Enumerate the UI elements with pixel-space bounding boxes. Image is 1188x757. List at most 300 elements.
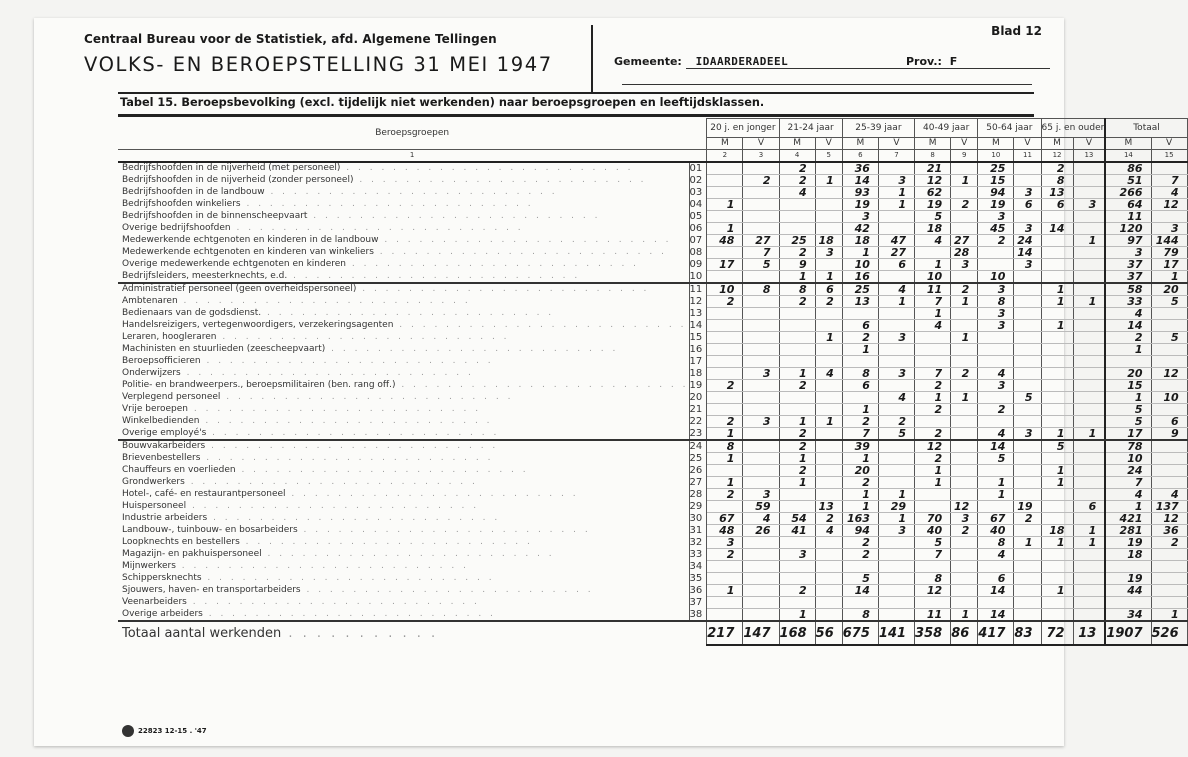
sex-header: M xyxy=(779,138,815,150)
cell-value xyxy=(842,597,878,609)
cell-value xyxy=(1105,356,1151,368)
cell-value xyxy=(1014,609,1041,622)
cell-value xyxy=(1041,344,1073,356)
cell-value: 13 xyxy=(842,296,878,308)
cell-value: 1 xyxy=(915,392,951,404)
occupation-code: 20 xyxy=(689,392,707,404)
occupation-code: 05 xyxy=(689,211,707,223)
cell-value: 79 xyxy=(1151,247,1187,259)
cell-value xyxy=(1151,404,1187,416)
cell-value xyxy=(707,247,743,259)
cell-value xyxy=(878,477,914,489)
occupation-label xyxy=(118,465,689,477)
cell-value: 1 xyxy=(1041,465,1073,477)
cell-value xyxy=(779,537,815,549)
cell-value xyxy=(815,549,842,561)
cell-value xyxy=(951,187,978,199)
cell-value xyxy=(1151,465,1187,477)
occupation-code: 02 xyxy=(689,175,707,187)
province-field xyxy=(906,55,1050,69)
occupation-name: Hotel-, café- en restaurantpersoneel xyxy=(122,489,286,499)
cell-value: 1 xyxy=(951,392,978,404)
cell-value: 137 xyxy=(1151,501,1187,513)
cell-value: 8 xyxy=(707,440,743,453)
cell-value xyxy=(815,259,842,271)
cell-value: 4 xyxy=(915,320,951,332)
cell-value: 3 xyxy=(707,537,743,549)
occupation-name: Overige arbeiders xyxy=(122,608,203,619)
column-number: 6 xyxy=(842,150,878,163)
cell-value: 25 xyxy=(842,283,878,296)
cell-value: 2 xyxy=(842,537,878,549)
cell-value xyxy=(1073,573,1105,585)
cell-value xyxy=(1041,404,1073,416)
occupation-name: Huispersoneel xyxy=(122,501,187,511)
total-value: 1907 xyxy=(1105,621,1151,645)
column-number: 15 xyxy=(1151,150,1187,163)
cell-value: 3 xyxy=(1073,199,1105,211)
occupation-code: 38 xyxy=(689,609,707,622)
cell-value: 5 xyxy=(1105,404,1151,416)
table-row xyxy=(118,440,1187,453)
cell-value: 6 xyxy=(978,573,1014,585)
cell-value: 266 xyxy=(1105,187,1151,199)
cell-value xyxy=(1014,283,1041,296)
occupation-code: 27 xyxy=(689,477,707,489)
cell-value: 1 xyxy=(779,416,815,428)
cell-value xyxy=(1014,525,1041,537)
leader-dots: . . . . . . . . . . . . . . . . . . . . . . . . . xyxy=(202,608,496,619)
cell-value: 2 xyxy=(915,428,951,441)
cell-value xyxy=(707,308,743,320)
cell-value xyxy=(878,440,914,453)
cell-value: 14 xyxy=(842,175,878,187)
cell-value xyxy=(915,344,951,356)
cell-value: 5 xyxy=(1014,392,1041,404)
cell-value: 25 xyxy=(779,235,815,247)
cell-value: 3 xyxy=(815,247,842,259)
occupation-label xyxy=(118,477,689,489)
leader-dots: . . . . . . . . . . . . . . . . . . . . . . . . . xyxy=(235,465,529,475)
cell-value xyxy=(1041,501,1073,513)
cell-value: 3 xyxy=(951,513,978,525)
cell-value: 94 xyxy=(842,525,878,537)
cell-value xyxy=(1151,549,1187,561)
cell-value xyxy=(743,320,779,332)
cell-value: 2 xyxy=(815,296,842,308)
cell-value: 1 xyxy=(878,489,914,501)
leader-dots: . . . . . . . . . . . . . . . . . . . . . . . . . xyxy=(261,308,555,318)
cell-value xyxy=(1014,489,1041,501)
occupation-name: Grondwerkers xyxy=(122,477,185,487)
cell-value xyxy=(951,320,978,332)
occupation-label xyxy=(118,392,689,404)
header-row-age xyxy=(118,119,1187,138)
cell-value: 6 xyxy=(1041,199,1073,211)
total-value: 56 xyxy=(815,621,842,645)
cell-value xyxy=(878,162,914,175)
cell-value: 1 xyxy=(815,416,842,428)
column-number: 8 xyxy=(915,150,951,163)
cell-value xyxy=(1073,247,1105,259)
occupation-code: 11 xyxy=(689,283,707,296)
cell-value xyxy=(1073,175,1105,187)
occupation-code: 22 xyxy=(689,416,707,428)
cell-value xyxy=(779,404,815,416)
cell-value: 18 xyxy=(1041,525,1073,537)
cell-value: 1 xyxy=(1073,537,1105,549)
cell-value: 5 xyxy=(1151,332,1187,344)
sex-header: V xyxy=(1151,138,1187,150)
occupation-label xyxy=(118,283,689,296)
cell-value: 4 xyxy=(978,428,1014,441)
table-row xyxy=(118,465,1187,477)
cell-value xyxy=(707,404,743,416)
cell-value: 36 xyxy=(842,162,878,175)
cell-value: 13 xyxy=(815,501,842,513)
occupation-label xyxy=(118,585,689,597)
cell-value xyxy=(743,199,779,211)
cell-value xyxy=(1073,404,1105,416)
cell-value: 64 xyxy=(1105,199,1151,211)
table-row xyxy=(118,392,1187,404)
cell-value: 1 xyxy=(1073,296,1105,308)
occupation-name: Industrie arbeiders xyxy=(122,513,208,523)
cell-value: 1 xyxy=(707,585,743,597)
total-value: 86 xyxy=(951,621,978,645)
cell-value xyxy=(707,561,743,573)
cell-value: 2 xyxy=(915,380,951,392)
cell-value xyxy=(1014,344,1041,356)
cbs-seal-icon xyxy=(122,725,134,737)
cell-value: 8 xyxy=(743,283,779,296)
cell-value: 14 xyxy=(1014,247,1041,259)
cell-value xyxy=(707,609,743,622)
cell-value xyxy=(1151,356,1187,368)
cell-value: 6 xyxy=(878,259,914,271)
cell-value: 21 xyxy=(915,162,951,175)
cell-value xyxy=(1014,585,1041,597)
cell-value xyxy=(743,211,779,223)
cell-value: 16 xyxy=(842,271,878,284)
cell-value xyxy=(978,344,1014,356)
cell-value: 3 xyxy=(878,368,914,380)
cell-value: 2 xyxy=(779,380,815,392)
cell-value xyxy=(1073,597,1105,609)
cell-value: 6 xyxy=(815,283,842,296)
occupation-label xyxy=(118,428,689,441)
leader-dots: . . . . . . . . . . . . . . . . . . . . . . . . . xyxy=(177,296,471,306)
province-value: F xyxy=(946,55,1050,69)
cell-value xyxy=(1073,271,1105,284)
table-row xyxy=(118,296,1187,308)
cell-value: 1 xyxy=(707,477,743,489)
table-row xyxy=(118,308,1187,320)
occupation-name: Onderwijzers xyxy=(122,368,181,378)
leader-dots: . . . . . . . . . . . . . . . . . . . . . . . . . xyxy=(206,427,500,438)
cell-value: 2 xyxy=(707,489,743,501)
occupation-name: Bedrijfshoofden winkeliers xyxy=(122,199,241,209)
sex-header: M xyxy=(915,138,951,150)
occupation-code: 29 xyxy=(689,501,707,513)
cell-value: 24 xyxy=(1105,465,1151,477)
cell-value: 2 xyxy=(1041,162,1073,175)
cell-value xyxy=(951,404,978,416)
organization-name: Centraal Bureau voor de Statistiek, afd. Algemene Tellingen xyxy=(84,32,497,46)
table-row xyxy=(118,211,1187,223)
cell-value xyxy=(743,597,779,609)
cell-value xyxy=(1041,489,1073,501)
leader-dots: . . . . . . . . . . . . . . . . . . . . . . . . . xyxy=(297,525,591,535)
occupation-code: 37 xyxy=(689,597,707,609)
cell-value xyxy=(1073,513,1105,525)
cell-value xyxy=(915,416,951,428)
total-label-text: Totaal aantal werkenden xyxy=(122,626,282,641)
cell-value: 5 xyxy=(915,211,951,223)
occupation-label xyxy=(118,453,689,465)
total-value: 13 xyxy=(1073,621,1105,645)
cell-value xyxy=(1014,211,1041,223)
occupation-code: 31 xyxy=(689,525,707,537)
sex-header: V xyxy=(878,138,914,150)
cell-value: 7 xyxy=(1105,477,1151,489)
table-row xyxy=(118,549,1187,561)
occupation-code: 16 xyxy=(689,344,707,356)
cell-value: 25 xyxy=(978,162,1014,175)
cell-value xyxy=(951,453,978,465)
cell-value: 3 xyxy=(1151,223,1187,235)
cell-value: 2 xyxy=(842,549,878,561)
occupation-code: 17 xyxy=(689,356,707,368)
occupation-name: Overige bedrijfshoofden xyxy=(122,223,231,233)
table-row xyxy=(118,235,1187,247)
cell-value: 2 xyxy=(707,296,743,308)
gemeente-second-line xyxy=(622,84,1032,85)
cell-value xyxy=(779,308,815,320)
occupation-label xyxy=(118,549,689,561)
occupation-label xyxy=(118,175,689,187)
occupation-code: 35 xyxy=(689,573,707,585)
cell-value xyxy=(743,404,779,416)
cell-value: 12 xyxy=(915,585,951,597)
occupation-name: Medewerkende echtgenoten en kinderen in de landbouw xyxy=(122,235,379,245)
cell-value xyxy=(1041,513,1073,525)
table-row xyxy=(118,477,1187,489)
cell-value xyxy=(743,392,779,404)
cell-value: 1 xyxy=(1041,537,1073,549)
occupation-code: 18 xyxy=(689,368,707,380)
occupation-label xyxy=(118,537,689,549)
cell-value: 14 xyxy=(842,585,878,597)
occupation-label xyxy=(118,597,689,609)
cell-value xyxy=(779,211,815,223)
cell-value xyxy=(1151,162,1187,175)
cell-value xyxy=(779,501,815,513)
occupation-name: Bedrijfsleiders, meesterknechts, e.d. xyxy=(122,270,288,281)
cell-value xyxy=(1073,489,1105,501)
table-row xyxy=(118,380,1187,392)
cell-value xyxy=(1014,380,1041,392)
cell-value xyxy=(951,162,978,175)
cell-value: 18 xyxy=(815,235,842,247)
sex-header: V xyxy=(1014,138,1041,150)
age-group-header: 50-64 jaar xyxy=(978,119,1041,138)
cell-value: 67 xyxy=(707,513,743,525)
occupation-name: Mijnwerkers xyxy=(122,561,176,571)
cell-value xyxy=(1151,597,1187,609)
occupation-label xyxy=(118,416,689,428)
cell-value: 4 xyxy=(878,283,914,296)
cell-value xyxy=(707,320,743,332)
cell-value: 14 xyxy=(978,585,1014,597)
cell-value xyxy=(878,585,914,597)
total-value: 147 xyxy=(743,621,779,645)
cell-value: 28 xyxy=(951,247,978,259)
age-group-header: 65 j. en ouder xyxy=(1041,119,1105,138)
cell-value xyxy=(743,549,779,561)
cell-value xyxy=(1073,187,1105,199)
leader-dots: . . . . . . . . . . . . . . . . . . . . . . . . . xyxy=(205,441,499,452)
cell-value: 19 xyxy=(1105,537,1151,549)
leader-dots: . . . . . . . . . . . . . . . . . . . . . . . . . xyxy=(300,585,594,595)
header-row-numbers xyxy=(118,150,1187,163)
leader-dots: . . . . . . . . . . . . . . . . . . . . . . . . . xyxy=(184,477,478,487)
cell-value: 4 xyxy=(815,525,842,537)
cell-value: 15 xyxy=(1105,380,1151,392)
table-row xyxy=(118,609,1187,622)
cell-value xyxy=(1073,477,1105,489)
group-header: Beroepsgroepen xyxy=(118,119,707,150)
cell-value: 7 xyxy=(915,549,951,561)
cell-value xyxy=(1073,320,1105,332)
cell-value: 42 xyxy=(842,223,878,235)
cell-value: 10 xyxy=(978,271,1014,284)
leader-dots: . . . . . . . . . . . xyxy=(281,626,439,641)
cell-value: 8 xyxy=(1041,175,1073,187)
cell-value: 70 xyxy=(915,513,951,525)
cell-value xyxy=(1073,549,1105,561)
table-row xyxy=(118,199,1187,211)
cell-value: 3 xyxy=(1014,259,1041,271)
cell-value xyxy=(815,440,842,453)
cell-value xyxy=(815,561,842,573)
cell-value xyxy=(743,187,779,199)
leader-dots: . . . . . . . . . . . . . . . . . . . . . . . . . xyxy=(340,163,634,174)
cell-value xyxy=(1151,380,1187,392)
cell-value: 14 xyxy=(978,440,1014,453)
cell-value xyxy=(951,561,978,573)
cell-value xyxy=(1014,162,1041,175)
cell-value: 421 xyxy=(1105,513,1151,525)
occupation-code: 28 xyxy=(689,489,707,501)
sex-header: M xyxy=(1105,138,1151,150)
sex-header: V xyxy=(743,138,779,150)
cell-value: 2 xyxy=(707,380,743,392)
cell-value xyxy=(743,537,779,549)
cell-value: 3 xyxy=(743,416,779,428)
cell-value: 93 xyxy=(842,187,878,199)
occupation-code: 25 xyxy=(689,453,707,465)
cell-value: 5 xyxy=(915,537,951,549)
cell-value: 5 xyxy=(1151,296,1187,308)
cell-value xyxy=(779,344,815,356)
cell-value xyxy=(978,465,1014,477)
cell-value: 10 xyxy=(842,259,878,271)
total-value: 83 xyxy=(1014,621,1041,645)
table-row xyxy=(118,428,1187,441)
cell-value xyxy=(1073,416,1105,428)
occupation-name: Schippersknechts xyxy=(122,573,202,583)
cell-value: 4 xyxy=(978,549,1014,561)
occupation-label xyxy=(118,525,689,537)
cell-value xyxy=(1041,308,1073,320)
age-group-header: 25-39 jaar xyxy=(842,119,914,138)
cell-value: 6 xyxy=(1014,199,1041,211)
sex-header: M xyxy=(978,138,1014,150)
cell-value xyxy=(1105,597,1151,609)
cell-value: 58 xyxy=(1105,283,1151,296)
cell-value xyxy=(815,585,842,597)
cell-value xyxy=(815,199,842,211)
column-number: 4 xyxy=(779,150,815,163)
cell-value: 2 xyxy=(779,247,815,259)
cell-value: 5 xyxy=(743,259,779,271)
cell-value xyxy=(1014,356,1041,368)
cell-value xyxy=(1105,561,1151,573)
cell-value xyxy=(951,465,978,477)
leader-dots: . . . . . . . . . . . . . . . . . . . . . . . . . xyxy=(261,549,555,559)
cell-value xyxy=(951,549,978,561)
cell-value: 1 xyxy=(707,199,743,211)
print-footer xyxy=(122,725,207,737)
cell-value: 1 xyxy=(1041,585,1073,597)
table-row xyxy=(118,453,1187,465)
cell-value xyxy=(1073,259,1105,271)
cell-value: 11 xyxy=(1105,211,1151,223)
cell-value xyxy=(815,597,842,609)
cell-value: 2 xyxy=(779,296,815,308)
cell-value xyxy=(815,187,842,199)
occupation-name: Loopknechts en bestellers xyxy=(122,537,240,547)
cell-value xyxy=(978,501,1014,513)
cell-value: 2 xyxy=(1151,537,1187,549)
cell-value xyxy=(1014,271,1041,284)
cell-value: 1 xyxy=(779,368,815,380)
cell-value: 1 xyxy=(878,513,914,525)
occupation-name: Machinisten en stuurlieden (zeescheepvaart) xyxy=(122,344,326,354)
cell-value: 37 xyxy=(1105,271,1151,284)
table-row xyxy=(118,344,1187,356)
gemeente-value: IDAARDERADEEL xyxy=(686,55,966,69)
total-value: 72 xyxy=(1041,621,1073,645)
total-label xyxy=(118,621,707,645)
occupation-code: 07 xyxy=(689,235,707,247)
cell-value xyxy=(815,320,842,332)
cell-value xyxy=(978,356,1014,368)
cell-value xyxy=(1014,465,1041,477)
occupation-name: Sjouwers, haven- en transportarbeiders xyxy=(122,585,301,595)
cell-value xyxy=(815,404,842,416)
cell-value xyxy=(1151,344,1187,356)
cell-value xyxy=(1014,561,1041,573)
occupation-name: Administratief personeel (geen overheidspersoneel) xyxy=(122,284,357,295)
cell-value xyxy=(743,428,779,441)
cell-value xyxy=(978,561,1014,573)
cell-value xyxy=(951,271,978,284)
cell-value xyxy=(1014,320,1041,332)
cell-value xyxy=(978,392,1014,404)
occupation-name: Magazijn- en pakhuispersoneel xyxy=(122,549,262,559)
